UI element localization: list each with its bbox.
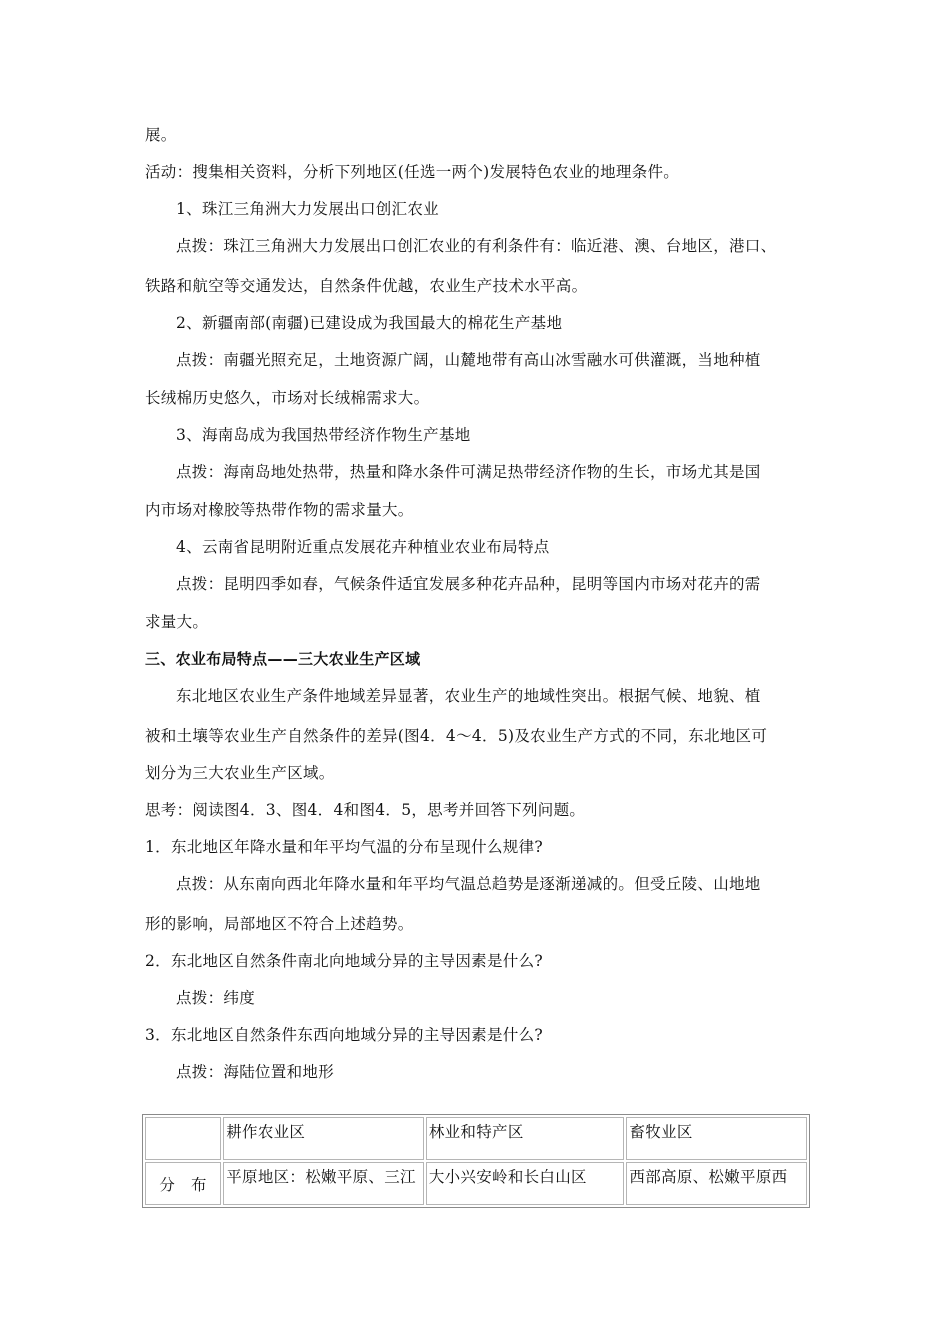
paragraph-line: 展。: [145, 126, 177, 144]
table-header-cell: [145, 1117, 221, 1160]
table-header-cell: 林业和特产区: [426, 1117, 625, 1160]
table-header-cell: 耕作农业区: [223, 1117, 424, 1160]
table-cell: 西部高原、松嫩平原西: [626, 1162, 807, 1205]
hint-line: 点拨：南疆光照充足，土地资源广阔，山麓地带有高山冰雪融水可供灌溉，当地种植: [176, 351, 761, 369]
table-cell: 平原地区：松嫩平原、三江: [223, 1162, 424, 1205]
list-item: 4、云南省昆明附近重点发展花卉种植业农业布局特点: [176, 538, 550, 556]
hint-line: 点拨：海陆位置和地形: [176, 1063, 335, 1081]
hint-line: 形的影响，局部地区不符合上述趋势。: [145, 915, 414, 933]
hint-line: 求量大。: [145, 613, 209, 631]
question-line: 2．东北地区自然条件南北向地域分异的主导因素是什么?: [145, 952, 543, 970]
hint-line: 点拨：从东南向西北年降水量和年平均气温总趋势是逐渐递减的。但受丘陵、山地地: [176, 875, 761, 893]
list-item: 2、新疆南部(南疆)已建设成为我国最大的棉花生产基地: [176, 314, 563, 332]
paragraph-line: 划分为三大农业生产区域。: [145, 764, 335, 782]
section-heading: 三、农业布局特点——三大农业生产区域: [145, 650, 421, 668]
hint-line: 内市场对橡胶等热带作物的需求量大。: [145, 501, 414, 519]
agriculture-zones-table: [142, 1114, 810, 1208]
hint-line: 铁路和航空等交通发达，自然条件优越，农业生产技术水平高。: [145, 277, 588, 295]
table-header-cell: 畜牧业区: [626, 1117, 807, 1160]
activity-heading: 活动：搜集相关资料，分析下列地区(任选一两个)发展特色农业的地理条件。: [145, 163, 680, 181]
hint-line: 点拨：海南岛地处热带，热量和降水条件可满足热带经济作物的生长，市场尤其是国: [176, 463, 761, 481]
table-row-header: 分 布: [145, 1162, 221, 1205]
hint-line: 点拨：昆明四季如春，气候条件适宜发展多种花卉品种，昆明等国内市场对花卉的需: [176, 575, 761, 593]
list-item: 3、海南岛成为我国热带经济作物生产基地: [176, 426, 471, 444]
hint-line: 点拨：纬度: [176, 989, 256, 1007]
hint-line: 点拨：珠江三角洲大力发展出口创汇农业的有利条件有：临近港、澳、台地区，港口、: [176, 237, 777, 255]
paragraph-line: 被和土壤等农业生产自然条件的差异(图4．4～4．5)及农业生产方式的不同，东北地区可: [145, 727, 768, 745]
table-cell: 大小兴安岭和长白山区: [426, 1162, 625, 1205]
list-item: 1、珠江三角洲大力发展出口创汇农业: [176, 200, 439, 218]
question-line: 3．东北地区自然条件东西向地域分异的主导因素是什么?: [145, 1026, 543, 1044]
hint-line: 长绒棉历史悠久，市场对长绒棉需求大。: [145, 389, 430, 407]
think-heading: 思考：阅读图4．3、图4．4和图4．5，思考并回答下列问题。: [145, 801, 586, 819]
table-header-row: [145, 1117, 807, 1160]
question-line: 1．东北地区年降水量和年平均气温的分布呈现什么规律?: [145, 838, 543, 856]
table-row: [145, 1162, 807, 1205]
paragraph-line: 东北地区农业生产条件地域差异显著，农业生产的地域性突出。根据气候、地貌、植: [176, 687, 761, 705]
